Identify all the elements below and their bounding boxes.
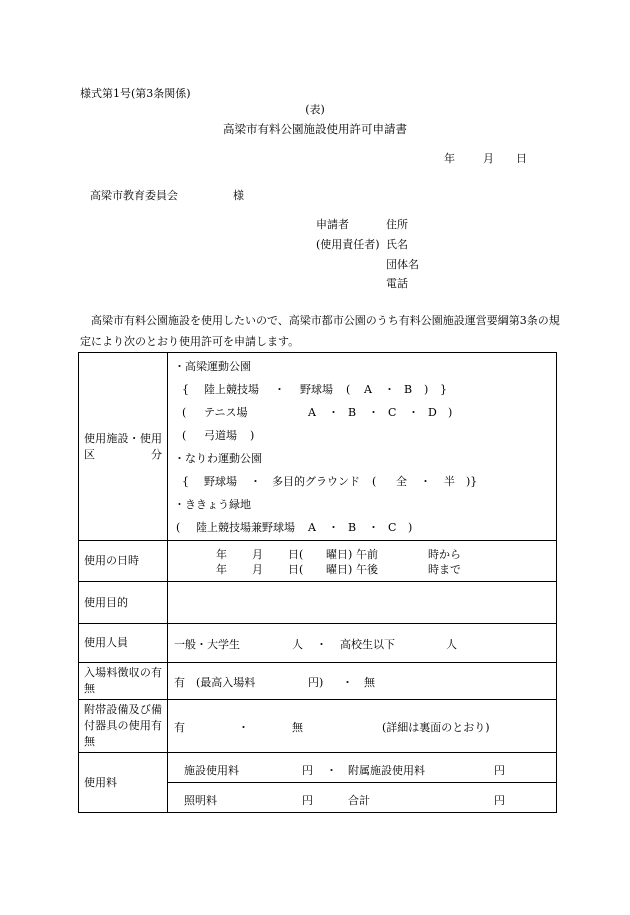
separator: ・ xyxy=(328,405,339,419)
facility-label: 使用施設・使用区分 xyxy=(79,353,168,541)
admission-no: 無 xyxy=(364,676,375,689)
yen-label: 円 xyxy=(494,794,505,807)
option-half: 半 xyxy=(444,474,455,488)
facility-row-kikyo xyxy=(174,516,556,539)
addressee-honorific: 様 xyxy=(233,189,244,202)
equipment-note: (詳細は裏面のとおり) xyxy=(382,721,490,734)
option-b: B xyxy=(348,520,357,534)
paren-open: ( xyxy=(372,474,377,488)
admission-row xyxy=(79,663,557,700)
purpose-label: 使用目的 xyxy=(79,582,168,624)
dt-day: 日( xyxy=(288,548,304,561)
park-nariwa: ・なりわ運動公園 xyxy=(174,451,262,465)
paren-open: ( xyxy=(176,520,181,534)
separator: ・ xyxy=(408,405,419,419)
applicant-label: 申請者 xyxy=(316,218,349,231)
brace-open: { xyxy=(182,474,189,488)
people-unit: 人 xyxy=(292,638,303,651)
admission-yes: 有 xyxy=(174,676,185,689)
max-fee-label: (最高入場料 xyxy=(196,676,256,689)
dt-weekday: 曜日) xyxy=(326,563,353,576)
dt-month: 月 xyxy=(252,548,263,561)
yen-label: 円 xyxy=(494,764,505,777)
admission-cell[interactable] xyxy=(168,663,557,700)
datetime-cell[interactable] xyxy=(168,541,557,582)
paren-brace-close: )} xyxy=(466,474,478,488)
paren-open: ( xyxy=(182,405,187,419)
fee-cell xyxy=(168,753,557,813)
paren-close: ) xyxy=(424,382,429,396)
dt-am: 午前 xyxy=(356,548,378,561)
paren-close: ) xyxy=(448,405,453,419)
separator: ・ xyxy=(368,520,379,534)
option-c: C xyxy=(388,520,397,534)
fee-subrow-2[interactable] xyxy=(168,782,556,812)
fee-label: 使用料 xyxy=(79,753,168,813)
baseball-field: 野球場 xyxy=(300,382,333,396)
dt-year: 年 xyxy=(216,548,227,561)
paren-open: ( xyxy=(346,382,351,396)
dt-month: 月 xyxy=(252,563,263,576)
multipurpose-ground: 多目的グラウンド xyxy=(272,474,360,488)
total-label: 合計 xyxy=(348,794,370,807)
facility-cell[interactable] xyxy=(168,353,557,541)
date-day: 日 xyxy=(516,152,527,165)
datetime-row xyxy=(79,541,557,582)
brace-close: } xyxy=(440,382,447,396)
admission-label: 入場料徴収の有無 xyxy=(79,663,168,700)
addressee-name: 高梁市教育委員会 xyxy=(90,189,178,202)
separator: ・ xyxy=(368,405,379,419)
separator: ・ xyxy=(342,676,353,689)
form-number: 様式第1号(第3条関係) xyxy=(80,87,191,100)
option-a: A xyxy=(364,382,372,396)
yen-label: 円 xyxy=(302,764,313,777)
applicant-name-label: 氏名 xyxy=(386,238,408,251)
facility-row-archery xyxy=(174,424,556,447)
applicant-phone-label: 電話 xyxy=(386,277,408,290)
dt-from: 時から xyxy=(428,548,461,561)
yen-label: 円) xyxy=(308,676,324,689)
track-baseball-field: 陸上競技場兼野球場 xyxy=(196,520,295,534)
separator: ・ xyxy=(328,520,339,534)
side-label: (表) xyxy=(305,103,325,116)
people-label: 使用人員 xyxy=(79,624,168,663)
applicant-sublabel: (使用責任者) xyxy=(316,238,380,251)
dt-year: 年 xyxy=(216,563,227,576)
option-a: A xyxy=(308,405,316,419)
application-statement: 高梁市有料公園施設を使用したいので、高梁市都市公園のうち有料公園施設運営要綱第3条の規定により次のとおり使用許可を申請します。 xyxy=(80,314,560,348)
archery-range: 弓道場 xyxy=(204,428,237,442)
paren-close: ) xyxy=(250,428,255,442)
equipment-label: 附帯設備及び備付器具の使用有無 xyxy=(79,700,168,753)
baseball-field: 野球場 xyxy=(204,474,237,488)
dt-weekday: 曜日) xyxy=(326,548,353,561)
fee-row xyxy=(79,753,557,813)
facility-row-track-baseball xyxy=(174,378,556,401)
dt-day: 日( xyxy=(288,563,304,576)
park-kikyo: ・ききょう緑地 xyxy=(174,497,251,511)
option-b: B xyxy=(348,405,357,419)
purpose-row xyxy=(79,582,557,624)
application-table xyxy=(78,352,557,813)
track-field: 陸上競技場 xyxy=(204,382,259,396)
equipment-cell[interactable] xyxy=(168,700,557,753)
dt-to: 時まで xyxy=(428,563,461,576)
option-d: D xyxy=(428,405,437,419)
separator: ・ xyxy=(326,764,337,777)
paren-close: ) xyxy=(408,520,413,534)
people-cell[interactable] xyxy=(168,624,557,663)
facility-row-tennis xyxy=(174,401,556,424)
tennis-court: テニス場 xyxy=(204,405,248,419)
park-takahashi: ・高梁運動公園 xyxy=(174,359,251,373)
annex-fee-label: 附属施設使用料 xyxy=(348,764,425,777)
people-unit: 人 xyxy=(446,638,457,651)
paren-open: ( xyxy=(182,428,187,442)
light-fee-label: 照明料 xyxy=(184,794,217,807)
people-row xyxy=(79,624,557,663)
brace-open: { xyxy=(182,382,189,396)
option-c: C xyxy=(388,405,397,419)
separator: ・ xyxy=(316,638,327,651)
separator: ・ xyxy=(274,382,285,396)
page-title: 高梁市有料公園施設使用許可申請書 xyxy=(223,122,407,136)
applicant-address-label: 住所 xyxy=(386,218,408,231)
separator: ・ xyxy=(384,382,395,396)
separator: ・ xyxy=(250,474,261,488)
facility-row-nariwa xyxy=(174,470,556,493)
equipment-row xyxy=(79,700,557,753)
fee-subrow-1[interactable] xyxy=(168,753,556,782)
option-b: B xyxy=(404,382,413,396)
facility-row xyxy=(79,353,557,541)
equipment-yes: 有 xyxy=(174,721,185,734)
highschool-label: 高校生以下 xyxy=(340,638,395,651)
purpose-input[interactable] xyxy=(168,582,557,624)
dt-pm: 午後 xyxy=(356,563,378,576)
option-full: 全 xyxy=(396,474,407,488)
option-a: A xyxy=(308,520,316,534)
separator: ・ xyxy=(238,721,249,734)
equipment-no: 無 xyxy=(292,721,303,734)
date-year: 年 xyxy=(444,152,455,165)
yen-label: 円 xyxy=(302,794,313,807)
facility-fee-label: 施設使用料 xyxy=(184,764,239,777)
general-label: 一般・大学生 xyxy=(174,638,240,651)
applicant-group-label: 団体名 xyxy=(386,258,419,271)
date-month: 月 xyxy=(483,152,494,165)
separator: ・ xyxy=(420,474,431,488)
datetime-label: 使用の日時 xyxy=(79,541,168,582)
